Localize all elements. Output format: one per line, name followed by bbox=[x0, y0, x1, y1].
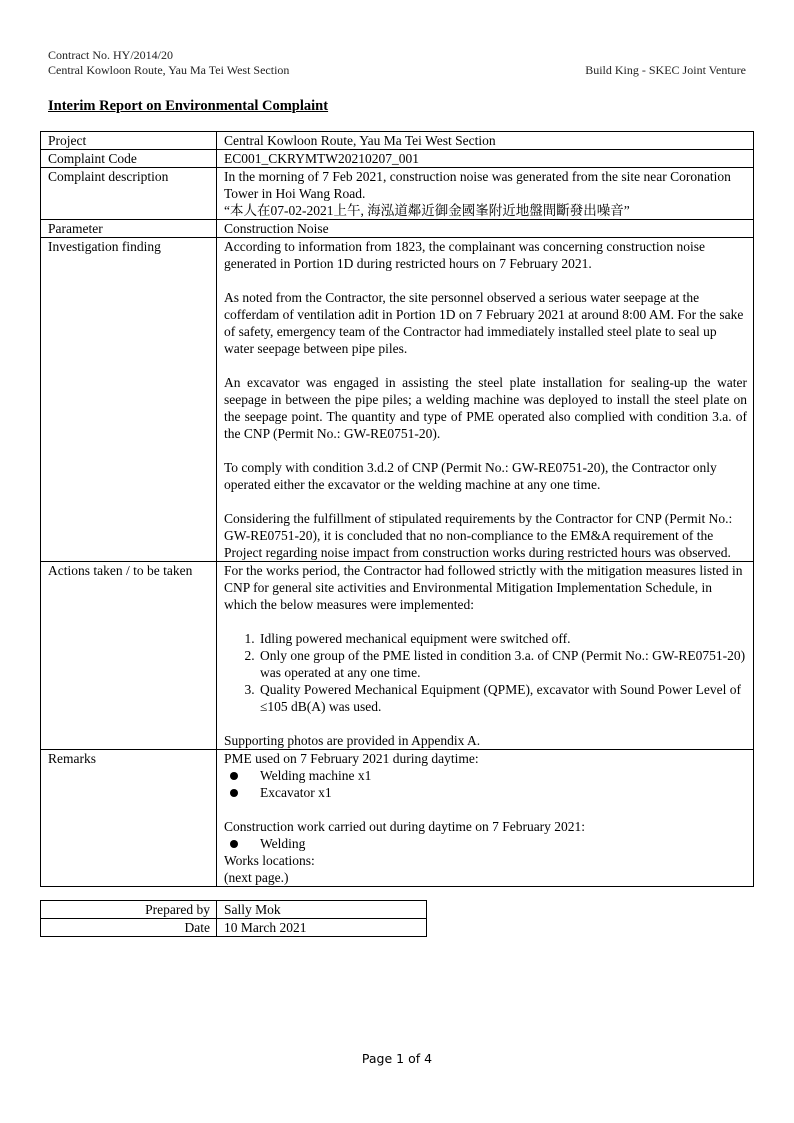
finding-paragraph: To comply with condition 3.d.2 of CNP (Permit No.: GW-RE0751-20), the Contractor only operated either the excavator or the welding machine at any one time. bbox=[224, 460, 717, 492]
signature-table bbox=[40, 900, 427, 937]
label-prepared-by: Prepared by bbox=[41, 901, 217, 919]
actions-intro: For the works period, the Contractor had followed strictly with the mitigation measures listed in CNP for general site activities and Environmental Mitigation Implementation Schedule, in which the below measures were implemented: bbox=[224, 563, 743, 612]
value-prepared-by: Sally Mok bbox=[217, 901, 427, 919]
label-date: Date bbox=[41, 919, 217, 937]
value-project: Central Kowloon Route, Yau Ma Tei West Section bbox=[217, 132, 754, 150]
project-section: Central Kowloon Route, Yau Ma Tei West Section bbox=[48, 63, 290, 77]
label-parameter: Parameter bbox=[41, 220, 217, 238]
list-item: 3. Quality Powered Mechanical Equipment (QPME), excavator with Sound Power Level of ≤105 dB(A) was used. bbox=[258, 681, 747, 715]
description-chinese-quote: “本人在07-02-2021上午, 海泓道鄰近御金國峯附近地盤間斷發出噪音” bbox=[224, 203, 630, 218]
description-text: In the morning of 7 Feb 2021, construction noise was generated from the site near Coronation Tower in Hoi Wang Road. bbox=[224, 169, 731, 201]
work-heading: Construction work carried out during daytime on 7 February 2021: bbox=[224, 819, 586, 834]
label-remarks: Remarks bbox=[41, 750, 217, 887]
row-project bbox=[41, 132, 754, 150]
label-actions-taken: Actions taken / to be taken bbox=[41, 562, 217, 750]
row-complaint-code bbox=[41, 150, 754, 168]
row-date bbox=[41, 919, 427, 937]
row-prepared-by bbox=[41, 901, 427, 919]
value-complaint-code: EC001_CKRYMTW20210207_001 bbox=[217, 150, 754, 168]
row-parameter bbox=[41, 220, 754, 238]
value-investigation-finding bbox=[217, 238, 754, 562]
measures-list bbox=[224, 630, 747, 715]
value-remarks bbox=[217, 750, 754, 887]
value-actions-taken bbox=[217, 562, 754, 750]
finding-paragraph: As noted from the Contractor, the site personnel observed a serious water seepage at the cofferdam of ventilation adit in Portion 1D on 7 February 2021 at around 8:00 AM. For the sake of safety, emergency team of the Contractor had immediately installed steel plate to seal up water seepage between pipe piles. bbox=[224, 290, 744, 356]
row-remarks bbox=[41, 750, 754, 887]
row-complaint-description bbox=[41, 168, 754, 220]
work-list bbox=[224, 835, 747, 852]
row-actions-taken bbox=[41, 562, 754, 750]
pme-list bbox=[224, 767, 747, 801]
label-investigation-finding: Investigation finding bbox=[41, 238, 217, 562]
list-item: Welding machine x1 bbox=[260, 767, 747, 784]
complaint-table bbox=[40, 131, 754, 887]
page-number: Page 1 of 4 bbox=[361, 1051, 433, 1066]
label-complaint-description: Complaint description bbox=[41, 168, 217, 220]
report-title: Interim Report on Environmental Complaint bbox=[48, 98, 329, 114]
finding-paragraph: An excavator was engaged in assisting the steel plate installation for sealing-up the water seepage in between the pipe piles; a welding machine was deployed to install the steel plate on the seepage point. The quantity and type of PME operated also complied with condition 3.a. of the CNP (Permit No.: GW-RE0751-20). bbox=[224, 375, 747, 441]
finding-paragraph: Considering the fulfillment of stipulated requirements by the Contractor for CNP (Permit No.: GW-RE0751-20), it is concluded that no non-compliance to the EM&A requirement of the Project regarding noise impact from construction works during restricted hours was observed. bbox=[224, 511, 733, 560]
value-parameter: Construction Noise bbox=[217, 220, 754, 238]
contract-number: Contract No. HY/2014/20 bbox=[48, 48, 173, 62]
actions-closing: Supporting photos are provided in Appendix A. bbox=[224, 733, 481, 748]
works-locations: Works locations: bbox=[224, 853, 315, 868]
value-complaint-description bbox=[217, 168, 754, 220]
page-header bbox=[48, 48, 746, 78]
finding-paragraph: According to information from 1823, the complainant was concerning construction noise generated in Portion 1D during restricted hours on 7 February 2021. bbox=[224, 239, 706, 271]
pme-heading: PME used on 7 February 2021 during daytime: bbox=[224, 751, 479, 766]
next-page-note: (next page.) bbox=[224, 870, 289, 885]
list-item: 1. Idling powered mechanical equipment were switched off. bbox=[258, 630, 747, 647]
label-project: Project bbox=[41, 132, 217, 150]
value-date: 10 March 2021 bbox=[217, 919, 427, 937]
list-item: 2. Only one group of the PME listed in condition 3.a. of CNP (Permit No.: GW-RE0751-20) was operated at any one time. bbox=[258, 647, 747, 681]
list-item: Welding bbox=[260, 835, 747, 852]
label-complaint-code: Complaint Code bbox=[41, 150, 217, 168]
row-investigation-finding bbox=[41, 238, 754, 562]
list-item: Excavator x1 bbox=[260, 784, 747, 801]
company-name: Build King - SKEC Joint Venture bbox=[585, 63, 746, 77]
